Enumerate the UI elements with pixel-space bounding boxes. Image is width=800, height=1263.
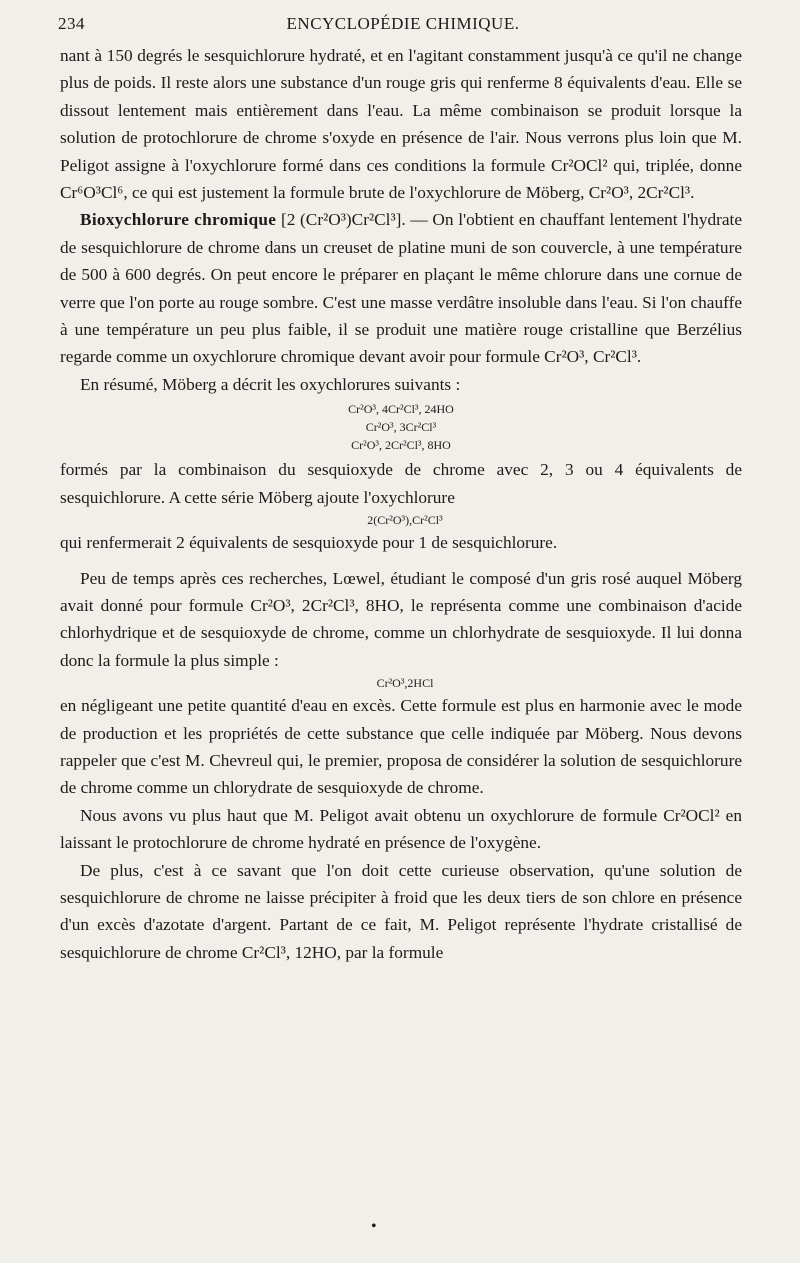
paragraph: De plus, c'est à ce savant que l'on doit cette curieuse observation, qu'une solution de sesquichlorure de chrome ne laisse précipiter à froid que les deux tiers de son chlore en présence d'un excès d'azotate d'argent. Partant de ce fait, M. Peligot représente l'hydrate cristallisé de sesquichlorure de chrome Cr²Cl³, 12HO, par la formule — [60, 860, 742, 962]
paragraph: En résumé, Möberg a décrit les oxychlorures suivants : — [80, 374, 461, 394]
formula: Cr²O³, 3Cr²Cl³ — [365, 420, 437, 435]
paragraph: Nous avons vu plus haut que M. Peligot avait obtenu un oxychlorure de formule Cr²OCl² en laissant le protochlorure de chrome hydraté en présence de l'oxygène. — [60, 805, 742, 853]
section-heading: Bioxychlorure chromique — [80, 210, 277, 230]
paragraph: nant à 150 degrés le sesquichlorure hydraté, et en l'agitant constamment jusqu'à ce qu'il ne change plus de poids. Il reste alors une substance d'un rouge gris qui renferme 8 équivalents d'eau. Elle se dissout lentement mais entièrement dans l'eau. La même combinaison se produit lorsque la solution de protochlorure de chrome s'oxyde en présence de l'air. Nous verrons plus loin que M. Peligot assigne à l'oxychlorure formé dans ces conditions la formule Cr²OCl² qui, triplée, donne Cr⁶O³Cl⁶, ce qui est justement la formule brute de l'oxychlorure de Möberg, Cr²O³, 2Cr²Cl³. — [60, 46, 742, 203]
paragraph: qui renfermerait 2 équivalents de sesquioxyde pour 1 de sesquichlorure. — [60, 533, 558, 553]
paragraph-bioxychlorure — [60, 206, 742, 370]
footer-mark: • — [371, 1218, 377, 1235]
page-header — [58, 12, 748, 38]
paragraph: Peu de temps après ces recherches, Lœwel, étudiant le composé d'un gris rosé auquel Möberg avait donné pour formule Cr²O³, 2Cr²Cl³, 8HO, le représenta comme une combinaison d'acide chlorhydrique et de sesquioxyde de chrome, comme un chlorhydrate de sesquioxyde. Il lui donna donc la formule la plus simple : — [60, 568, 742, 670]
body-text — [60, 42, 742, 966]
paragraph: en négligeant une petite quantité d'eau en excès. Cette formule est plus en harmonie avec le mode de production et les propriétés de cette substance que celle indiquée par Möberg. Nous devons rappeler que c'est M. Chevreul qui, le premier, proposa de considérer la solution de sesquichlorure de chrome comme un chlorydrate de sesquioxyde de chrome. — [60, 696, 742, 798]
formula: Cr²O³,2HCl — [376, 676, 434, 691]
paragraph: formés par la combinaison du sesquioxyde de chrome avec 2, 3 ou 4 équivalents de sesquichlorure. A cette série Möberg ajoute l'oxychlorure — [60, 460, 742, 507]
paragraph-text: [2 (Cr²O³)Cr²Cl³]. — On l'obtient en chauffant lentement l'hydrate de sesquichlorure de chrome dans un creuset de platine muni de son couvercle, à une température de 500 à 600 degrés. On peut encore le préparer en plaçant le même chlorure dans une cornue de verre que l'on porte au rouge sombre. C'est une masse verdâtre insoluble dans l'eau. Si l'on chauffe à une température un peu plus faible, il se produit une matière rouge cristalline que Berzélius regarde comme un oxychlorure chromique devant avoir pour formule Cr²O³, Cr²Cl³. — [60, 210, 742, 367]
page-number: 234 — [58, 14, 85, 33]
formula: Cr²O³, 4Cr²Cl³, 24HO — [348, 402, 454, 417]
formula-list — [60, 400, 742, 454]
formula: Cr²O³, 2Cr²Cl³, 8HO — [351, 438, 451, 453]
formula: 2(Cr²O³),Cr²Cl³ — [367, 513, 443, 528]
running-title: ENCYCLOPÉDIE CHIMIQUE. — [286, 14, 520, 33]
